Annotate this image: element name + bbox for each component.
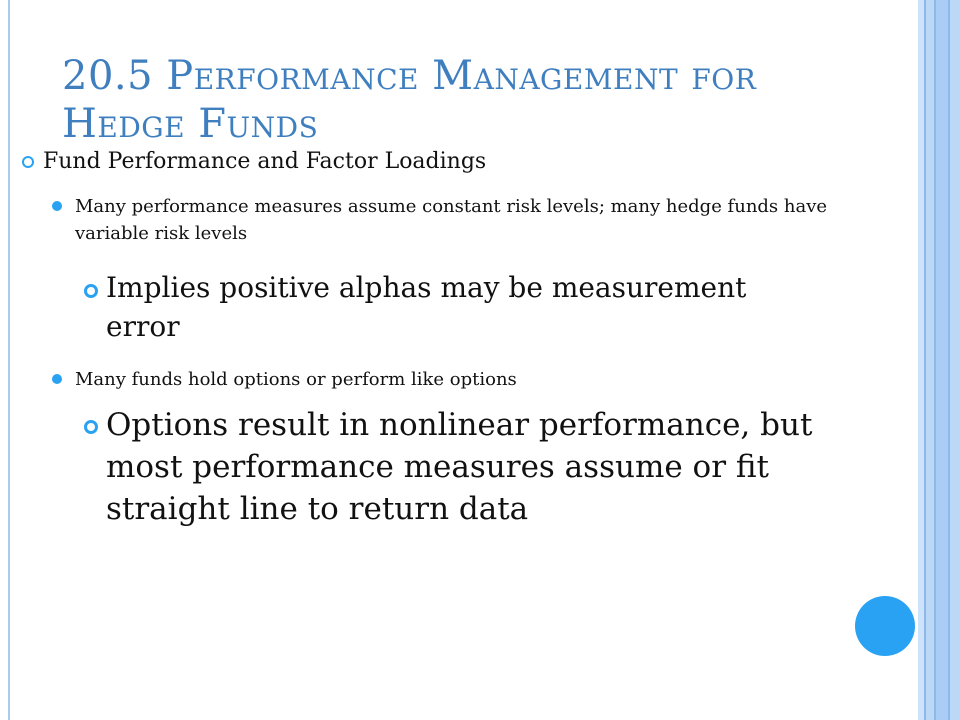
decorative-stripe	[950, 0, 960, 720]
slide-title: 20.5 Performance Management for Hedge Funds	[62, 53, 757, 147]
decorative-stripe	[926, 0, 934, 720]
decorative-circle	[855, 596, 915, 656]
ring-bullet-icon	[22, 156, 34, 168]
level2-text: Many funds hold options or perform like options	[75, 369, 517, 390]
level2-bullet-item	[52, 366, 855, 393]
level1-text: Fund Performance and Factor Loadings	[43, 149, 487, 174]
level3-text: Implies positive alphas may be measurement error	[106, 271, 747, 343]
decorative-stripe	[936, 0, 948, 720]
ring-bullet-icon	[84, 284, 98, 298]
dot-bullet-icon	[52, 374, 62, 384]
level3-bullet-item	[84, 404, 876, 530]
level2-bullet-item	[52, 193, 855, 247]
dot-bullet-icon	[52, 201, 62, 211]
ring-bullet-icon	[84, 420, 98, 434]
left-border-line	[8, 0, 10, 720]
level3-bullet-item	[84, 268, 806, 346]
level2-text: Many performance measures assume constant risk levels; many hedge funds have variable risk levels	[75, 196, 828, 244]
level1-bullet-item	[22, 149, 486, 174]
level3-text: Options result in nonlinear performance, but most performance measures assume or fit straight line to return data	[106, 407, 813, 527]
